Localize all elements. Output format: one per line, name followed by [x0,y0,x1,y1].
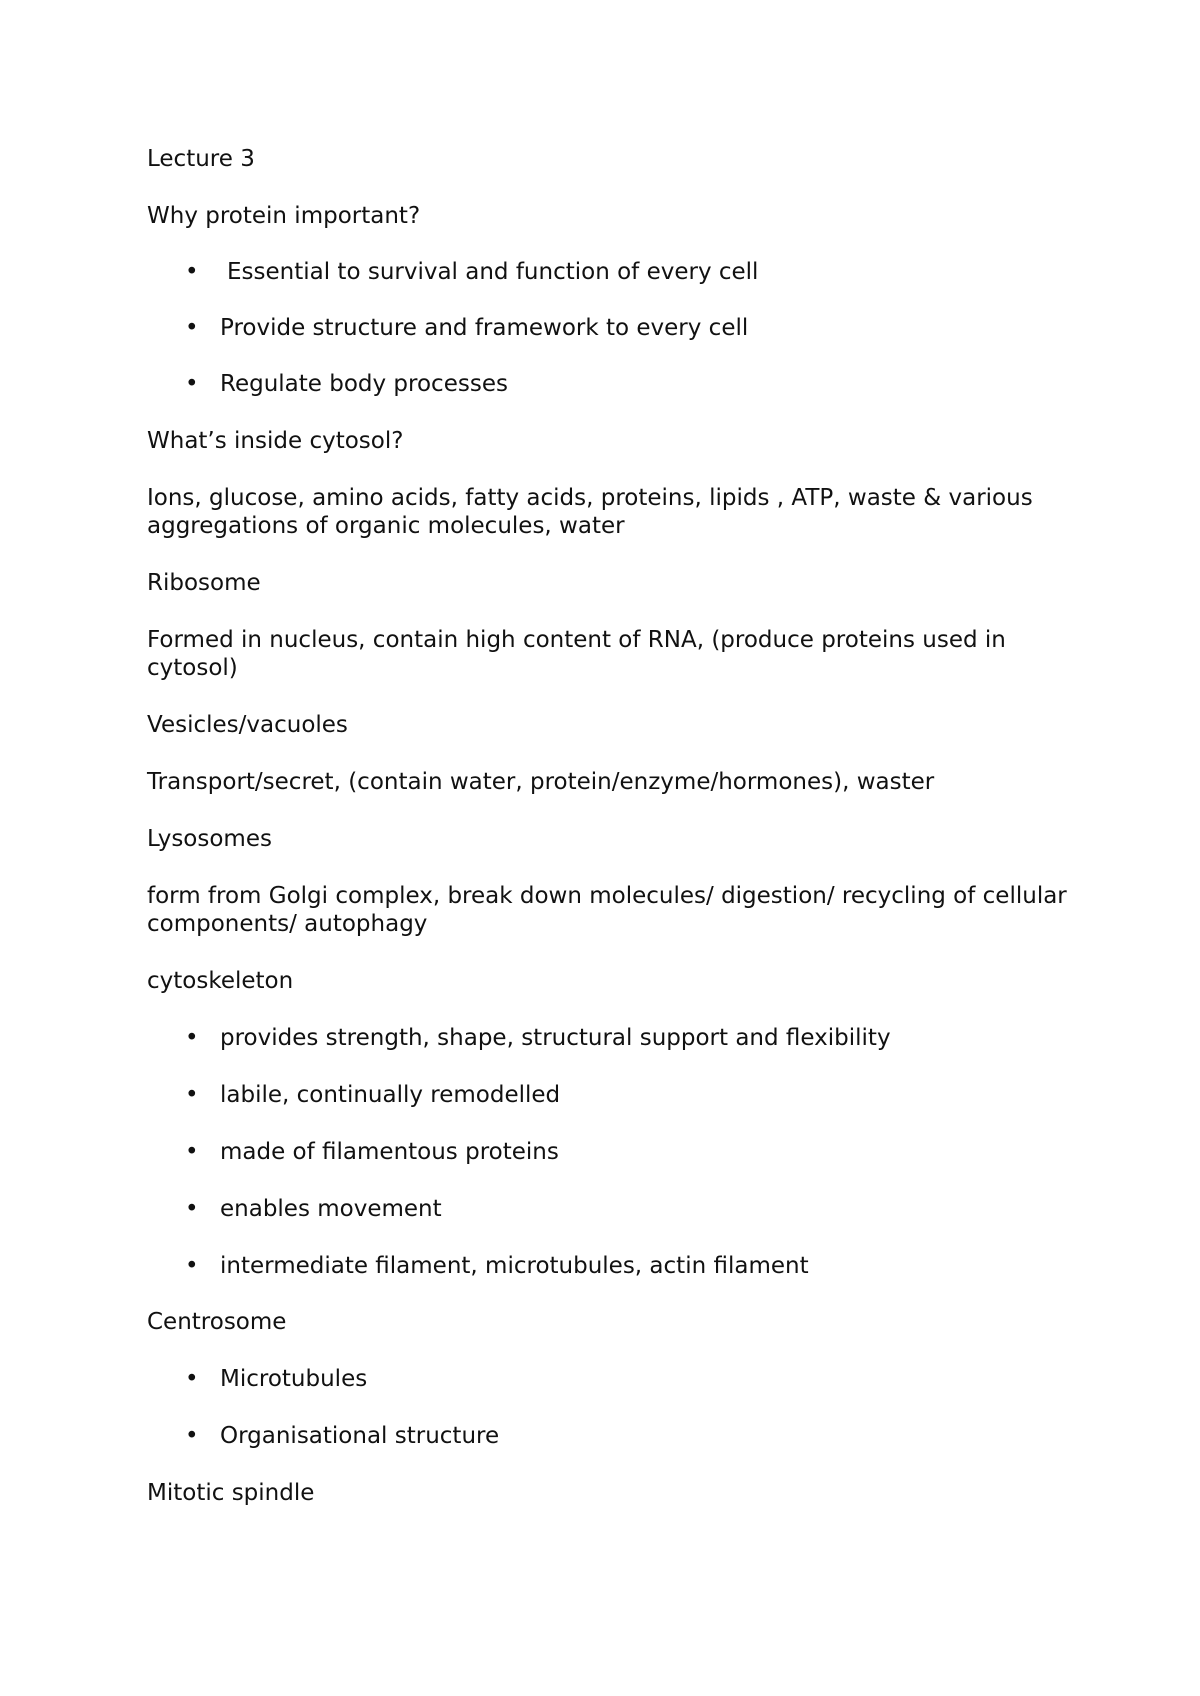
list-item-text: intermediate filament, microtubules, actin filament [220,1253,809,1279]
bullet-icon: • [185,1139,199,1165]
centrosome-heading: Centrosome [147,1309,287,1335]
question-cytosol: What’s inside cytosol? [147,428,404,454]
bullet-icon: • [185,1025,199,1051]
bullet-icon: • [185,1082,199,1108]
bullet-icon: • [185,371,199,397]
list-item-text: Microtubules [220,1366,368,1392]
bullet-icon: • [185,1423,199,1449]
ribosome-heading: Ribosome [147,570,261,596]
vesicles-heading: Vesicles/vacuoles [147,712,348,738]
mitotic-spindle-heading: Mitotic spindle [147,1480,315,1506]
bullet-icon: • [185,259,199,285]
lysosomes-heading: Lysosomes [147,826,272,852]
question-why-protein: Why protein important? [147,203,421,229]
list-item-text: provides strength, shape, structural support and flexibility [220,1025,891,1051]
ribosome-text: Formed in nucleus, contain high content of RNA, (produce proteins used in cytosol) [147,627,1006,681]
cytosol-answer: Ions, glucose, amino acids, fatty acids, proteins, lipids , ATP, waste & various aggregations of organic molecules, water [147,485,1033,539]
list-item-text: enables movement [220,1196,442,1222]
bullet-icon: • [185,1253,199,1279]
bullet-icon: • [185,1196,199,1222]
lysosomes-text: form from Golgi complex, break down molecules/ digestion/ recycling of cellular components/ autophagy [147,883,1067,937]
cytoskeleton-heading: cytoskeleton [147,968,294,994]
list-item-text: Organisational structure [220,1423,500,1449]
list-item-text: Essential to survival and function of every cell [227,259,759,285]
list-item-text: made of filamentous proteins [220,1139,559,1165]
list-item-text: Provide structure and framework to every cell [220,315,749,341]
bullet-icon: • [185,315,199,341]
vesicles-text: Transport/secret, (contain water, protein/enzyme/hormones), waster [147,769,935,795]
list-item-text: labile, continually remodelled [220,1082,561,1108]
bullet-icon: • [185,1366,199,1392]
list-item-text: Regulate body processes [220,371,508,397]
lecture-title: Lecture 3 [147,146,255,172]
